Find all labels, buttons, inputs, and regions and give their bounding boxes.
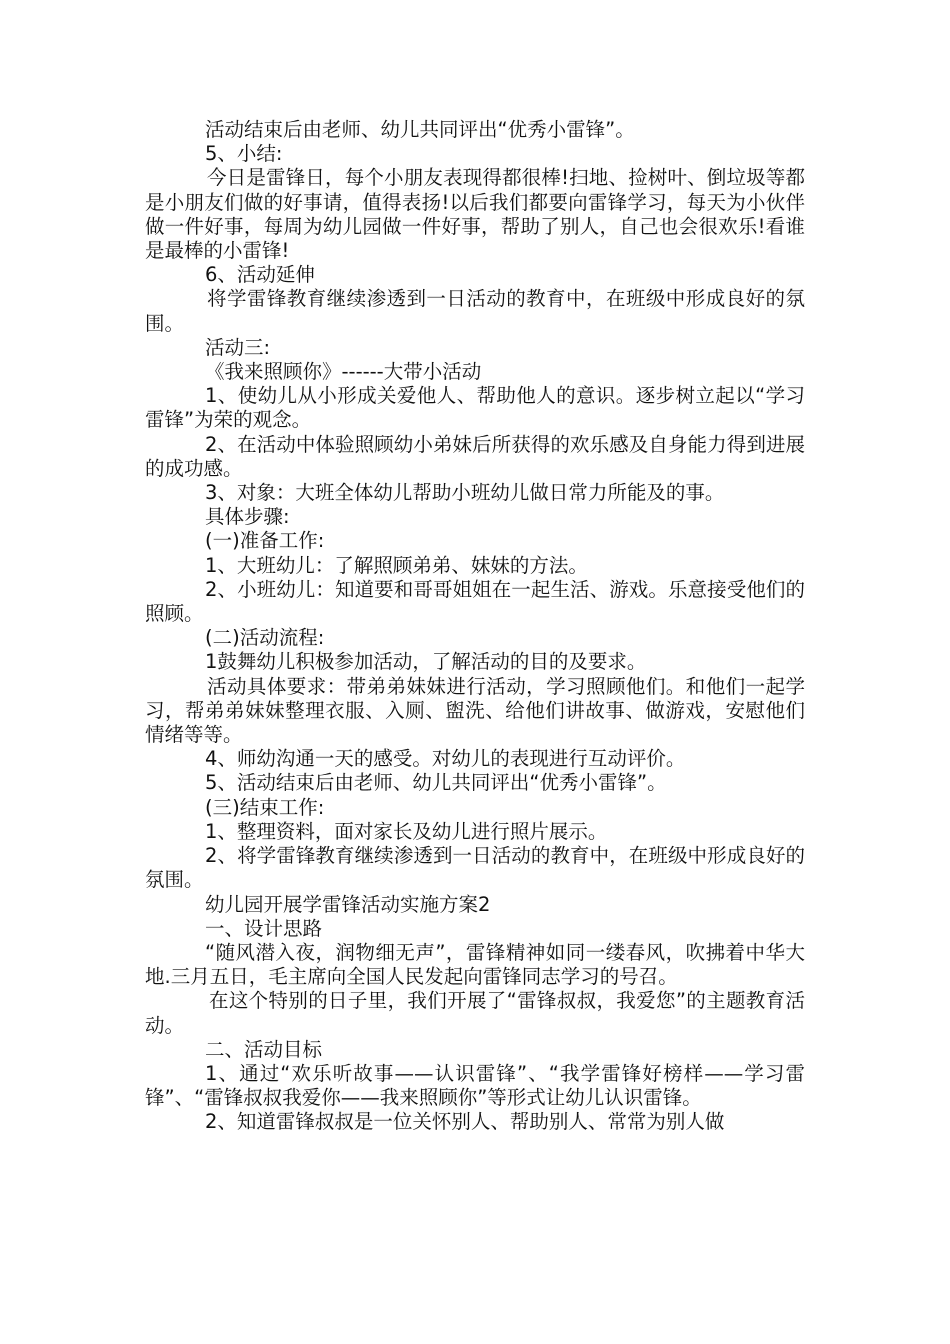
- paragraph: 1、通过“欢乐听故事——认识雷锋”、“我学雷锋好榜样——学习雷锋”、“雷锋叔叔我爱你——我来照顾你”等形式让幼儿认识雷锋。: [145, 1061, 805, 1110]
- paragraph: “随风潜入夜，润物细无声”，雷锋精神如同一缕春风，吹拂着中华大地.三月五日，毛主席向全国人民发起向雷锋同志学习的号召。: [145, 940, 805, 989]
- paragraph: 1鼓舞幼儿积极参加活动，了解活动的目的及要求。: [205, 650, 647, 674]
- paragraph: 具体步骤:: [205, 505, 290, 529]
- paragraph: 活动具体要求：带弟弟妹妹进行活动，学习照顾他们。和他们一起学习，帮弟弟妹妹整理衣服、入厕、盥洗、给他们讲故事、做游戏，安慰他们情绪等等。: [145, 674, 805, 747]
- paragraph: (二)活动流程:: [205, 626, 325, 650]
- paragraph: 2、小班幼儿：知道要和哥哥姐姐在一起生活、游戏。乐意接受他们的照顾。: [145, 577, 805, 626]
- paragraph: 1、整理资料，面对家长及幼儿进行照片展示。: [205, 819, 608, 843]
- paragraph: 今日是雷锋日，每个小朋友表现得都很棒!扫地、捡树叶、倒垃圾等都是小朋友们做的好事请，值得表扬!以后我们都要向雷锋学习，每天为小伙伴做一件好事，每周为幼儿园做一件好事，帮助了别人，自己也会很欢乐!看谁是最棒的小雷锋!: [145, 166, 805, 263]
- section-heading: 幼儿园开展学雷锋活动实施方案2: [205, 892, 491, 916]
- paragraph: 5、活动结束后由老师、幼儿共同评出“优秀小雷锋”。: [205, 771, 667, 795]
- paragraph: 1、大班幼儿：了解照顾弟弟、妹妹的方法。: [205, 553, 588, 577]
- paragraph: 在这个特别的日子里，我们开展了“雷锋叔叔，我爱您”的主题教育活动。: [145, 989, 805, 1037]
- paragraph: 一、设计思路: [205, 916, 323, 940]
- paragraph: 1、使幼儿从小形成关爱他人、帮助他人的意识。逐步树立起以“学习雷锋”为荣的观念。: [145, 384, 805, 432]
- paragraph: 4、师幼沟通一天的感受。对幼儿的表现进行互动评价。: [205, 747, 686, 771]
- paragraph: 3、对象：大班全体幼儿帮助小班幼儿做日常力所能及的事。: [205, 481, 725, 505]
- paragraph: 《我来照顾你》------大带小活动: [205, 360, 482, 384]
- document-body: [145, 118, 805, 1135]
- paragraph: 2、在活动中体验照顾幼小弟妹后所获得的欢乐感及自身能力得到进展的成功感。: [145, 432, 805, 480]
- paragraph: 将学雷锋教育继续渗透到一日活动的教育中，在班级中形成良好的氛围。: [145, 287, 805, 335]
- paragraph: (三)结束工作:: [205, 795, 325, 819]
- paragraph: 二、活动目标: [205, 1037, 323, 1061]
- paragraph: 6、活动延伸: [205, 263, 315, 287]
- paragraph: 5、小结:: [205, 142, 283, 166]
- paragraph: 2、知道雷锋叔叔是一位关怀别人、帮助别人、常常为别人做: [205, 1110, 725, 1134]
- paragraph: 2、将学雷锋教育继续渗透到一日活动的教育中，在班级中形成良好的氛围。: [145, 844, 805, 892]
- paragraph: 活动三:: [205, 335, 271, 359]
- paragraph: (一)准备工作:: [205, 529, 325, 553]
- paragraph: 活动结束后由老师、幼儿共同评出“优秀小雷锋”。: [205, 118, 635, 141]
